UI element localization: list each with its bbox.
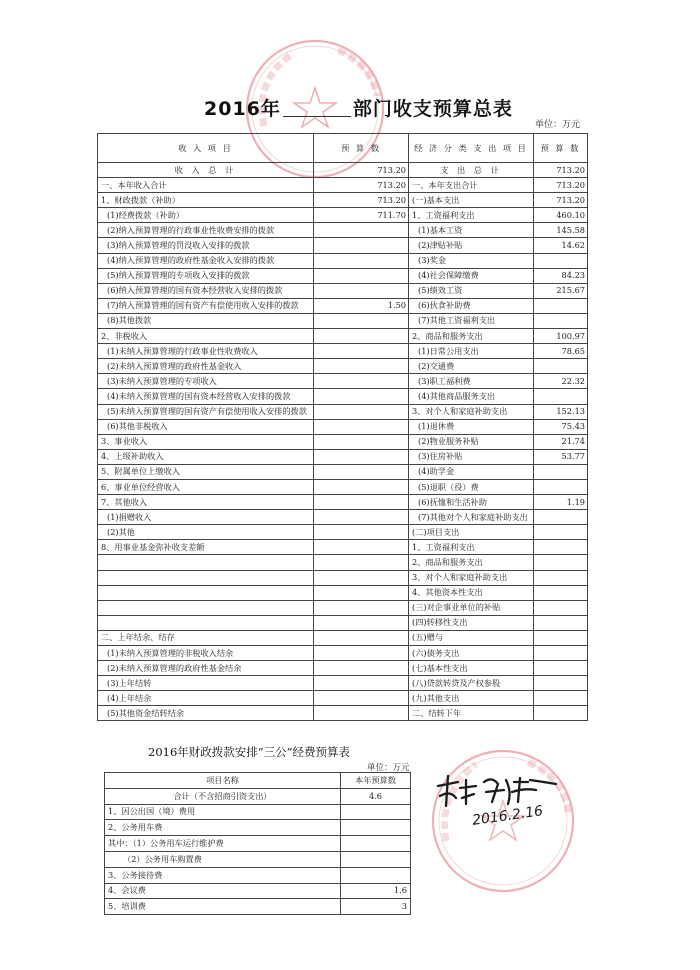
- income-cell: 一、本年收入合计: [98, 178, 314, 193]
- income-cell: (1)经费拨款（补助）: [98, 208, 314, 223]
- income-value-cell: [314, 600, 409, 615]
- table-row: [98, 419, 588, 434]
- income-value-cell: [314, 585, 409, 600]
- income-value-cell: [314, 676, 409, 691]
- table-header-row: [98, 134, 588, 163]
- expense-cell: (6)伙食补助费: [409, 298, 534, 313]
- header-expense-item: 经 济 分 类 支 出 项 目: [409, 134, 534, 163]
- expense-cell: 2、商品和服务支出: [409, 329, 534, 344]
- expense-value-cell: 1.19: [534, 495, 588, 510]
- table-row: [98, 223, 588, 238]
- table-row: [98, 510, 588, 525]
- page-title: [204, 94, 513, 121]
- header-budget-2: 预 算 数: [534, 134, 588, 163]
- income-value-cell: [314, 419, 409, 434]
- income-cell: (1)捐赠收入: [98, 510, 314, 525]
- expense-cell: (3)住房补贴: [409, 449, 534, 464]
- income-cell: (3)纳入预算管理的罚没收入安排的拨款: [98, 238, 314, 253]
- sanggong-label: 其中：（1）公务用车运行维护费: [105, 836, 341, 852]
- sanggong-label: 2、公务用车费: [105, 820, 341, 836]
- sanggong-row: [105, 788, 411, 804]
- sanggong-row: [105, 851, 411, 867]
- sanggong-row: [105, 820, 411, 836]
- sanggong-value: 1.6: [341, 883, 411, 899]
- expense-value-cell: [534, 570, 588, 585]
- table-row: [98, 208, 588, 223]
- income-cell: (3)上年结转: [98, 676, 314, 691]
- expense-cell: (4)社会保障缴费: [409, 268, 534, 283]
- table-row: [98, 283, 588, 298]
- table-row: [98, 389, 588, 404]
- income-cell: 2、非税收入: [98, 329, 314, 344]
- expense-cell: (3)职工福利费: [409, 374, 534, 389]
- sanggong-value: [341, 851, 411, 867]
- expense-value-cell: [534, 359, 588, 374]
- income-value-cell: [314, 253, 409, 268]
- income-value-cell: [314, 555, 409, 570]
- table-row: [98, 555, 588, 570]
- expense-cell: (四)转移性支出: [409, 615, 534, 630]
- table-row: [98, 570, 588, 585]
- income-value-cell: [314, 540, 409, 555]
- income-value-cell: 713.20: [314, 193, 409, 208]
- expense-cell: (2)物业服务补贴: [409, 434, 534, 449]
- table-row: [98, 193, 588, 208]
- sanggong-row: [105, 836, 411, 852]
- income-cell: (7)纳入预算管理的国有资产有偿使用收入安排的拨款: [98, 298, 314, 313]
- income-cell: (8)其他拨款: [98, 313, 314, 328]
- income-value-cell: [314, 646, 409, 661]
- expense-cell: 支 出 总 计: [409, 163, 534, 178]
- income-cell: [98, 615, 314, 630]
- income-value-cell: [314, 464, 409, 479]
- income-value-cell: [314, 283, 409, 298]
- sanggong-header-item: 项目名称: [105, 773, 341, 789]
- table-row: [98, 163, 588, 178]
- income-cell: (1)未纳入预算管理的行政事业性收费收入: [98, 344, 314, 359]
- income-value-cell: [314, 510, 409, 525]
- table-row: [98, 585, 588, 600]
- expense-value-cell: [534, 676, 588, 691]
- table-row: [98, 329, 588, 344]
- table-row: [98, 374, 588, 389]
- income-cell: 二、上年结余、结存: [98, 630, 314, 645]
- expense-value-cell: 100.97: [534, 329, 588, 344]
- income-value-cell: [314, 223, 409, 238]
- income-cell: (2)未纳入预算管理的政府性基金收入: [98, 359, 314, 374]
- expense-value-cell: [534, 691, 588, 706]
- income-value-cell: [314, 479, 409, 494]
- income-cell: (4)未纳入预算管理的国有资本经营收入安排的拨款: [98, 389, 314, 404]
- handwritten-signature: [432, 772, 562, 812]
- income-cell: 4、上级补助收入: [98, 449, 314, 464]
- income-cell: (4)纳入预算管理的政府性基金收入安排的拨款: [98, 253, 314, 268]
- income-cell: 8、用事业基金弥补收支差额: [98, 540, 314, 555]
- expense-value-cell: [534, 600, 588, 615]
- expense-cell: (2)交通费: [409, 359, 534, 374]
- income-cell: (6)纳入预算管理的国有资本经营收入安排的拨款: [98, 283, 314, 298]
- table-row: [98, 676, 588, 691]
- expense-value-cell: 21.74: [534, 434, 588, 449]
- table-row: [98, 706, 588, 721]
- expense-value-cell: [534, 525, 588, 540]
- sanggong-value: [341, 836, 411, 852]
- table-row: [98, 525, 588, 540]
- table-row: [98, 449, 588, 464]
- expense-value-cell: [534, 479, 588, 494]
- sanggong-row: [105, 883, 411, 899]
- expense-cell: (六)债务支出: [409, 646, 534, 661]
- expense-value-cell: [534, 661, 588, 676]
- sanggong-unit: 单位：万元: [367, 763, 410, 773]
- expense-cell: (七)基本性支出: [409, 661, 534, 676]
- table-row: [98, 313, 588, 328]
- expense-value-cell: [534, 615, 588, 630]
- expense-cell: (4)其他商品服务支出: [409, 389, 534, 404]
- expense-cell: 一、本年支出合计: [409, 178, 534, 193]
- expense-value-cell: [534, 313, 588, 328]
- income-value-cell: [314, 268, 409, 283]
- table-row: [98, 661, 588, 676]
- sanggong-table: [104, 772, 411, 915]
- expense-value-cell: [534, 253, 588, 268]
- table-row: [98, 600, 588, 615]
- expense-cell: (2)津贴补贴: [409, 238, 534, 253]
- expense-cell: 3、对个人和家庭补助支出: [409, 570, 534, 585]
- expense-cell: (五)赠与: [409, 630, 534, 645]
- sanggong-header-row: [105, 773, 411, 789]
- income-value-cell: [314, 359, 409, 374]
- income-value-cell: [314, 404, 409, 419]
- expense-cell: (7)其他对个人和家庭补助支出: [409, 510, 534, 525]
- expense-value-cell: 78.65: [534, 344, 588, 359]
- expense-value-cell: 145.58: [534, 223, 588, 238]
- income-cell: (4)上年结余: [98, 691, 314, 706]
- table-row: [98, 268, 588, 283]
- income-cell: [98, 570, 314, 585]
- sanggong-label: （2）公务用车购置费: [105, 851, 341, 867]
- income-cell: [98, 585, 314, 600]
- table-row: [98, 238, 588, 253]
- income-value-cell: [314, 313, 409, 328]
- sanggong-header-value: 本年预算数: [341, 773, 411, 789]
- sanggong-label: 5、培训费: [105, 899, 341, 915]
- header-income-item: 收 入 项 目: [98, 134, 314, 163]
- expense-cell: (5)绩效工资: [409, 283, 534, 298]
- table-row: [98, 359, 588, 374]
- income-value-cell: [314, 691, 409, 706]
- income-cell: (5)未纳入预算管理的国有资产有偿使用收入安排的拨款: [98, 404, 314, 419]
- income-cell: (5)其他资金结转结余: [98, 706, 314, 721]
- income-value-cell: [314, 495, 409, 510]
- expense-value-cell: [534, 464, 588, 479]
- table-row: [98, 691, 588, 706]
- sanggong-label: 1、因公出国（境）费用: [105, 804, 341, 820]
- expense-value-cell: [534, 646, 588, 661]
- income-value-cell: 713.20: [314, 163, 409, 178]
- income-cell: (6)其他非税收入: [98, 419, 314, 434]
- expense-cell: 1、工资福利支出: [409, 540, 534, 555]
- income-cell: 5、附属单位上缴收入: [98, 464, 314, 479]
- expense-value-cell: 22.32: [534, 374, 588, 389]
- income-cell: (2)其他: [98, 525, 314, 540]
- income-value-cell: [314, 374, 409, 389]
- sanggong-value: 4.6: [341, 788, 411, 804]
- income-value-cell: [314, 449, 409, 464]
- expense-value-cell: 713.20: [534, 163, 588, 178]
- income-value-cell: [314, 329, 409, 344]
- header-budget: 预 算 数: [314, 134, 409, 163]
- income-cell: 7、其他收入: [98, 495, 314, 510]
- sanggong-title: 2016年财政拨款安排“三公”经费预算表: [148, 745, 351, 759]
- expense-value-cell: 713.20: [534, 193, 588, 208]
- table-row: [98, 253, 588, 268]
- sanggong-row: [105, 899, 411, 915]
- sanggong-row: [105, 804, 411, 820]
- table-row: [98, 479, 588, 494]
- income-cell: (3)未纳入预算管理的专项收入: [98, 374, 314, 389]
- sanggong-value: [341, 867, 411, 883]
- title-blank-line: [283, 102, 351, 117]
- income-value-cell: [314, 525, 409, 540]
- expense-value-cell: [534, 510, 588, 525]
- expense-cell: (二)项目支出: [409, 525, 534, 540]
- income-cell: 6、事业单位经营收入: [98, 479, 314, 494]
- table-row: [98, 404, 588, 419]
- sanggong-label: 4、会议费: [105, 883, 341, 899]
- expense-cell: (6)抚恤和生活补助: [409, 495, 534, 510]
- title-suffix: 部门收支预算总表: [352, 98, 513, 120]
- expense-cell: 1、工资福利支出: [409, 208, 534, 223]
- expense-value-cell: [534, 298, 588, 313]
- expense-cell: (1)基本工资: [409, 223, 534, 238]
- income-value-cell: 1.50: [314, 298, 409, 313]
- income-value-cell: [314, 434, 409, 449]
- table-row: [98, 434, 588, 449]
- budget-table: [97, 133, 588, 721]
- sanggong-value: 3: [341, 899, 411, 915]
- income-value-cell: [314, 389, 409, 404]
- income-value-cell: 711.70: [314, 208, 409, 223]
- expense-cell: 3、对个人和家庭补助支出: [409, 404, 534, 419]
- expense-value-cell: 53.77: [534, 449, 588, 464]
- income-value-cell: 713.20: [314, 178, 409, 193]
- expense-cell: (八)贷款转贷及产权参股: [409, 676, 534, 691]
- expense-cell: (4)助学金: [409, 464, 534, 479]
- sanggong-row: [105, 867, 411, 883]
- income-value-cell: [314, 706, 409, 721]
- table-row: [98, 630, 588, 645]
- income-cell: 3、事业收入: [98, 434, 314, 449]
- expense-cell: (1)退休费: [409, 419, 534, 434]
- table-row: [98, 495, 588, 510]
- expense-cell: (三)对企事业单位的补贴: [409, 600, 534, 615]
- expense-cell: (7)其他工资福利支出: [409, 313, 534, 328]
- table-row: [98, 615, 588, 630]
- expense-value-cell: [534, 585, 588, 600]
- unit-label: 单位：万元: [535, 120, 581, 130]
- table-row: [98, 464, 588, 479]
- table-row: [98, 178, 588, 193]
- table-row: [98, 344, 588, 359]
- sanggong-label: 合计（不含招商引资支出）: [105, 788, 341, 804]
- income-value-cell: [314, 661, 409, 676]
- expense-cell: (一)基本支出: [409, 193, 534, 208]
- expense-value-cell: 84.23: [534, 268, 588, 283]
- expense-value-cell: 713.20: [534, 178, 588, 193]
- expense-value-cell: 75.43: [534, 419, 588, 434]
- income-cell: (1)未纳入预算管理的非税收入结余: [98, 646, 314, 661]
- expense-value-cell: [534, 389, 588, 404]
- expense-value-cell: [534, 630, 588, 645]
- expense-cell: (九)其他支出: [409, 691, 534, 706]
- expense-cell: (1)日常公用支出: [409, 344, 534, 359]
- sanggong-value: [341, 820, 411, 836]
- expense-cell: (3)奖金: [409, 253, 534, 268]
- expense-cell: 4、其他资本性支出: [409, 585, 534, 600]
- sanggong-label: 3、公务接待费: [105, 867, 341, 883]
- income-value-cell: [314, 615, 409, 630]
- income-cell: (5)纳入预算管理的专项收入安排的拨款: [98, 268, 314, 283]
- expense-value-cell: 460.10: [534, 208, 588, 223]
- income-value-cell: [314, 570, 409, 585]
- income-cell: (2)纳入预算管理的行政事业性收费安排的拨款: [98, 223, 314, 238]
- income-value-cell: [314, 344, 409, 359]
- income-cell: (2)未纳入预算管理的政府性基金结余: [98, 661, 314, 676]
- income-value-cell: [314, 238, 409, 253]
- income-cell: [98, 555, 314, 570]
- expense-cell: 2、商品和服务支出: [409, 555, 534, 570]
- expense-value-cell: [534, 706, 588, 721]
- expense-value-cell: 152.13: [534, 404, 588, 419]
- expense-cell: 二、结转下年: [409, 706, 534, 721]
- sanggong-value: [341, 804, 411, 820]
- signature-date: 2016.2.16: [471, 803, 545, 829]
- income-cell: 收 入 总 计: [98, 163, 314, 178]
- expense-value-cell: [534, 555, 588, 570]
- table-row: [98, 298, 588, 313]
- income-cell: [98, 600, 314, 615]
- expense-value-cell: [534, 540, 588, 555]
- income-cell: 1、财政拨款（补助）: [98, 193, 314, 208]
- expense-value-cell: 215.67: [534, 283, 588, 298]
- expense-cell: (5)退职（役）费: [409, 479, 534, 494]
- expense-value-cell: 14.62: [534, 238, 588, 253]
- table-row: [98, 540, 588, 555]
- title-year: 2016年: [204, 98, 281, 120]
- income-value-cell: [314, 630, 409, 645]
- table-row: [98, 646, 588, 661]
